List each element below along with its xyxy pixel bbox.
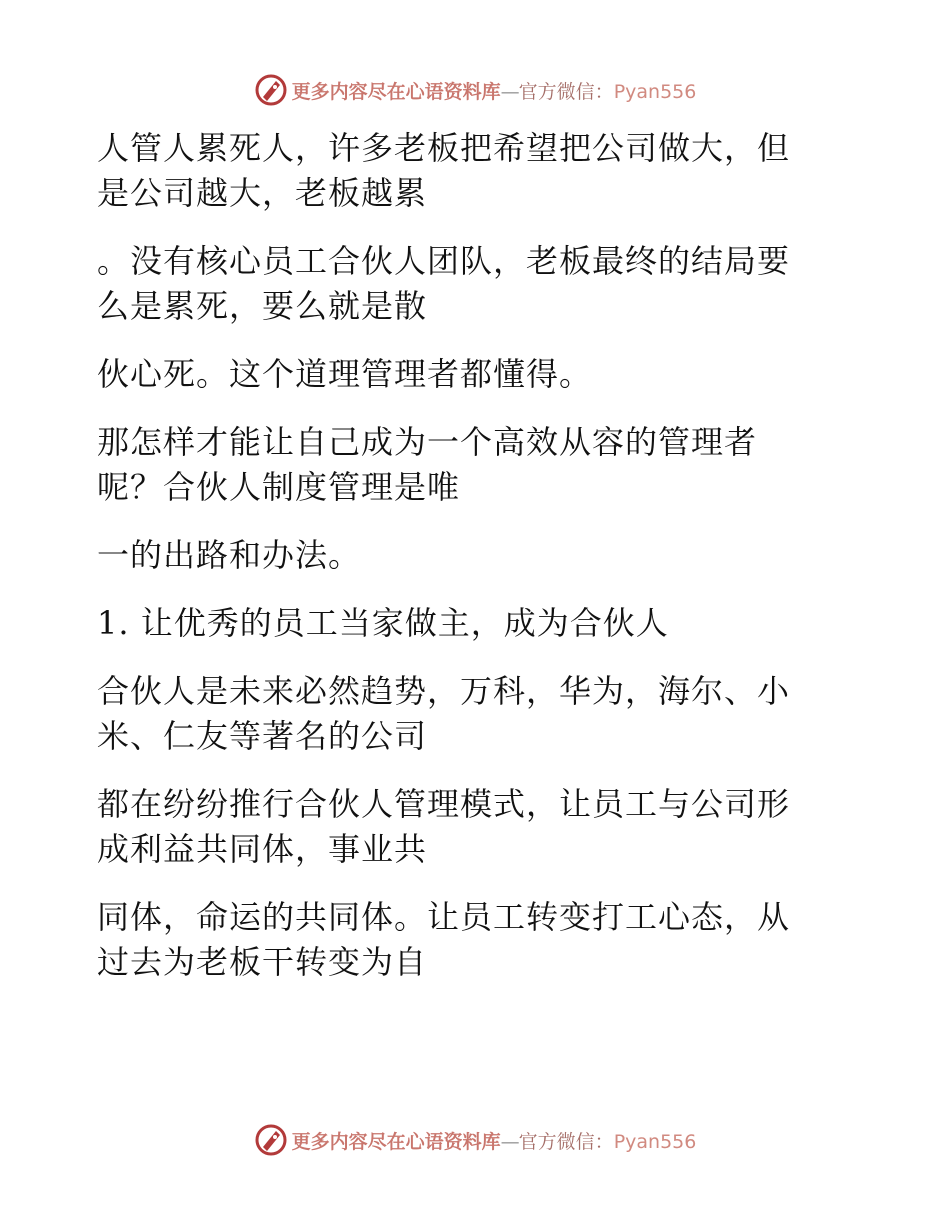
paragraph: [97, 601, 837, 646]
paragraph-line: 是公司越大，老板越累: [97, 174, 428, 212]
paragraph-line: 合伙人是未来必然趋势，万科，华为，海尔、小: [97, 672, 791, 710]
header-separator: —: [500, 80, 519, 103]
paragraph-line: 同体，命运的共同体。让员工转变打工心态，从: [97, 898, 791, 936]
header-brand-text: 更多内容尽在心语资料库: [291, 80, 501, 103]
paragraph: [97, 782, 837, 872]
paragraph-line: 米、仁友等著名的公司: [97, 717, 428, 755]
paragraph: [97, 239, 837, 329]
paragraph-line: 人管人累死人，许多老板把希望把公司做大，但: [97, 129, 791, 167]
paragraph: [97, 420, 837, 510]
paragraph: [97, 895, 837, 985]
header-banner: [0, 70, 950, 110]
paragraph-line: 成利益共同体，事业共: [97, 830, 428, 868]
footer-banner: [0, 1120, 950, 1160]
paragraph-line: 1. 让优秀的员工当家做主，成为合伙人: [97, 604, 669, 642]
paragraph-line: 么是累死，要么就是散: [97, 287, 428, 325]
footer-wechat-id: Pyan556: [613, 1130, 697, 1153]
paragraph-line: 呢？合伙人制度管理是唯: [97, 468, 461, 506]
header-wechat-id: Pyan556: [613, 80, 697, 103]
footer-separator: —: [500, 1130, 519, 1153]
pen-nib-logo-icon: [254, 1123, 288, 1157]
paragraph-line: 。没有核心员工合伙人团队，老板最终的结局要: [97, 242, 791, 280]
footer-official-label: 官方微信：: [518, 1130, 614, 1153]
paragraph-line: 都在纷纷推行合伙人管理模式，让员工与公司形: [97, 785, 791, 823]
paragraph: [97, 669, 837, 759]
pen-nib-logo-icon: [254, 73, 288, 107]
paragraph: [97, 352, 837, 397]
document-body: [97, 126, 837, 1008]
paragraph-line: 过去为老板干转变为自: [97, 943, 428, 981]
footer-brand-text: 更多内容尽在心语资料库: [291, 1130, 501, 1153]
paragraph-line: 伙心死。这个道理管理者都懂得。: [97, 355, 593, 393]
header-official-label: 官方微信：: [518, 80, 614, 103]
paragraph: [97, 126, 837, 216]
paragraph: [97, 533, 837, 578]
paragraph-line: 一的出路和办法。: [97, 536, 362, 574]
paragraph-line: 那怎样才能让自己成为一个高效从容的管理者: [97, 423, 758, 461]
